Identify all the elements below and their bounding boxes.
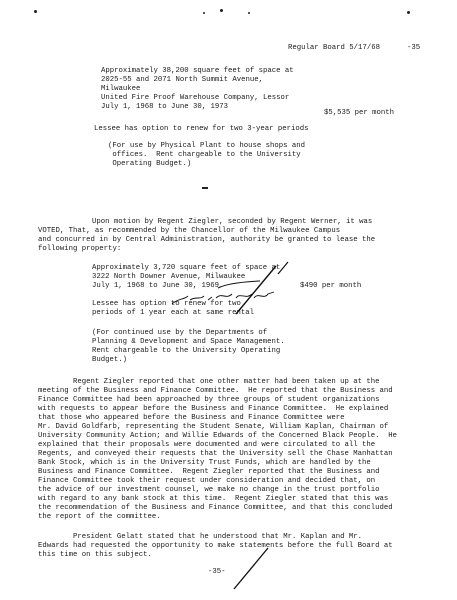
scan-speck bbox=[248, 12, 250, 14]
report-line: Regent Ziegler reported that one other matter had been taken up at the bbox=[38, 378, 380, 386]
motion-line: following property: bbox=[38, 245, 122, 253]
lease-one-line: United Fire Proof Warehouse Company, Lessor bbox=[101, 94, 290, 102]
lease-one-line: Milwaukee bbox=[101, 85, 141, 93]
lease-one-line: 2025-55 and 2071 North Summit Avenue, bbox=[101, 76, 264, 84]
lease-one-line: July 1, 1968 to June 30, 1973 bbox=[101, 103, 228, 111]
handwritten-annotation bbox=[170, 260, 290, 320]
closing-line: this time on this subject. bbox=[38, 551, 152, 559]
footer-pen-stroke bbox=[226, 545, 276, 595]
lease-two-use-line: (For continued use by the Departments of bbox=[92, 329, 268, 337]
closing-line: Edwards had requested the opportunity to make statements before the full Board at bbox=[38, 542, 393, 550]
report-line: explained that their proposals were documented and were circulated to all the bbox=[38, 441, 376, 449]
lease-two-renewal-line: periods of 1 year each at same rental bbox=[92, 309, 255, 317]
report-line: Regents, and conveyed their requests that the University sell the Chase Manhattan bbox=[38, 450, 393, 458]
report-line: Finance Committee had been approached by three groups of student organizations bbox=[38, 396, 380, 404]
motion-line: Upon motion by Regent Ziegler, seconded by Regent Werner, it was bbox=[92, 218, 373, 226]
lease-two-rent: $490 per month bbox=[300, 282, 362, 290]
dash-mark bbox=[202, 187, 208, 189]
scan-speck bbox=[220, 9, 223, 12]
header-page-number: -35 bbox=[407, 44, 421, 52]
report-line: Mr. David Goldfarb, representing the Student Senate, William Kaplan, Chairman of bbox=[38, 423, 389, 431]
report-line: with requests to appear before the Business and Finance Committee. He explained bbox=[38, 405, 389, 413]
report-line: the report of the committee. bbox=[38, 513, 161, 521]
motion-line: VOTED, That, as recommended by the Chancellor of the Milwaukee Campus bbox=[38, 227, 341, 235]
report-line: the advice of our investment counsel, we make no change in the trust portfolio bbox=[38, 486, 380, 494]
report-line: that those who appeared before the Business and Finance Committee were bbox=[38, 414, 345, 422]
lease-one-use-line: (For use by Physical Plant to house shops and bbox=[108, 142, 306, 150]
lease-two-line: Approximately 3,720 square feet of space at bbox=[92, 264, 281, 272]
report-line: University Community Action; and Willie Edwards of the Concerned Black People. He bbox=[38, 432, 398, 440]
lease-two-line: July 1, 1968 to June 30, 1969 bbox=[92, 282, 219, 290]
closing-line: President Gelatt stated that he understood that Mr. Kaplan and Mr. bbox=[38, 533, 363, 541]
scan-speck bbox=[203, 12, 205, 14]
scan-speck bbox=[34, 10, 37, 13]
lease-one-rent: $5,535 per month bbox=[324, 109, 395, 117]
lease-one-use-line: offices. Rent chargeable to the University bbox=[108, 151, 301, 159]
scan-speck bbox=[407, 11, 410, 14]
report-line: Finance Committee took their request under consideration and decided that, on bbox=[38, 477, 376, 485]
lease-two-line: 3222 North Downer Avenue, Milwaukee bbox=[92, 273, 246, 281]
report-line: with regard to any bank stock at this time. Regent Ziegler stated that this was bbox=[38, 495, 389, 503]
header-label: Regular Board 5/17/68 bbox=[288, 44, 380, 52]
lease-one-renewal: Lessee has option to renew for two 3-year periods bbox=[94, 125, 309, 133]
footer-page-number: -35- bbox=[208, 568, 226, 576]
report-line: Bank Stock, which is in the University Trust Funds, which are handled by the bbox=[38, 459, 371, 467]
lease-one-line: Approximately 38,200 square feet of space at bbox=[101, 67, 294, 75]
motion-line: and concurred in by Central Administration, authority be granted to lease the bbox=[38, 236, 376, 244]
report-line: meeting of the Business and Finance Committee. He reported that the Business and bbox=[38, 387, 393, 395]
lease-one-use-line: Operating Budget.) bbox=[108, 160, 192, 168]
lease-two-use-line: Budget.) bbox=[92, 356, 128, 364]
lease-two-use-line: Rent chargeable to the University Operating bbox=[92, 347, 281, 355]
lease-two-use-line: Planning & Development and Space Management. bbox=[92, 338, 285, 346]
lease-two-renewal-line: Lessee has option to renew for two bbox=[92, 300, 241, 308]
report-line: Business and Finance Committee. Regent Ziegler reported that the Business and bbox=[38, 468, 380, 476]
report-line: the recommendation of the Business and Finance Committee, and that this concluded bbox=[38, 504, 393, 512]
